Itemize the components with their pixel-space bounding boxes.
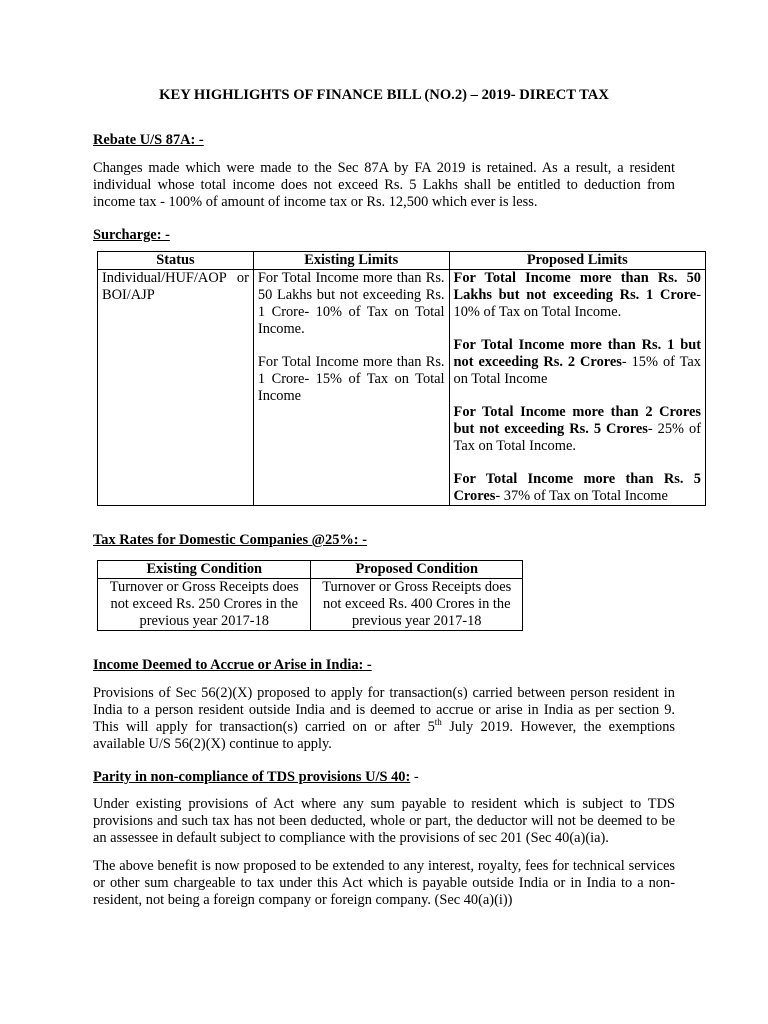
surcharge-table <box>97 251 706 506</box>
existing-limit-item: For Total Income more than Rs. 1 Crore- 15% of Tax on Total Income <box>257 354 445 404</box>
surcharge-heading: Surcharge: - <box>93 227 170 243</box>
existing-limit-item: For Total Income more than Rs. 50 Lakhs but not exceeding Rs. 1 Crore- 10% of Tax on Total Income. <box>257 270 445 337</box>
deemed-income-heading: Income Deemed to Accrue or Arise in India: - <box>93 657 372 673</box>
proposed-limits-cell <box>449 270 705 506</box>
tax-rates-header-row <box>98 561 523 579</box>
parity-paragraph-2: The above benefit is now proposed to be extended to any interest, royalty, fees for technical services or other sum chargeable to tax under this Act which is payable outside India or in India to a non-resident, not being a foreign company or foreign company. (Sec 40(a)(i)) <box>93 858 675 908</box>
tax-rates-row <box>98 579 523 631</box>
parity-heading: Parity in non-compliance of TDS provisions U/S 40: - <box>93 769 419 785</box>
parity-paragraph-1: Under existing provisions of Act where any sum payable to resident which is subject to TDS provisions and such tax has not been deducted, whole or part, the deductor will not be deemed to be an assessee in default subject to compliance with the provisions of sec 201 (Sec 40(a)(ia). <box>93 796 675 846</box>
deemed-income-paragraph: Provisions of Sec 56(2)(X) proposed to apply for transaction(s) carried between person resident in India to a person resident outside India and is deemed to accrue or arise in India as per section 9. This will apply for transaction(s) carried on or after 5th July 2019. However, the exemptions available U/S 56(2)(X) continue to apply. <box>93 685 676 752</box>
proposed-limit-item: For Total Income more than Rs. 5 Crores- 37% of Tax on Total Income <box>453 471 701 504</box>
rebate-heading: Rebate U/S 87A: - <box>93 132 204 148</box>
existing-limits-header: Existing Limits <box>253 252 449 270</box>
status-cell: Individual/HUF/AOP or BOI/AJP <box>98 270 254 506</box>
proposed-limit-item: For Total Income more than 2 Crores but not exceeding Rs. 5 Crores- 25% of Tax on Total Income. <box>453 404 702 454</box>
proposed-condition-cell: Turnover or Gross Receipts does not exceed Rs. 400 Crores in the previous year 2017-18 <box>311 579 523 631</box>
document-title: KEY HIGHLIGHTS OF FINANCE BILL (NO.2) – 2019- DIRECT TAX <box>159 87 609 103</box>
existing-condition-header: Existing Condition <box>98 561 311 579</box>
surcharge-row <box>98 270 706 506</box>
existing-condition-cell: Turnover or Gross Receipts does not exceed Rs. 250 Crores in the previous year 2017-18 <box>98 579 311 631</box>
surcharge-header-row <box>98 252 706 270</box>
rebate-paragraph: Changes made which were made to the Sec 87A by FA 2019 is retained. As a result, a resident individual whose total income does not exceed Rs. 5 Lakhs shall be entitled to deduction from income tax - 100% of amount of income tax or Rs. 12,500 which ever is less. <box>93 160 675 210</box>
proposed-limit-item: For Total Income more than Rs. 50 Lakhs but not exceeding Rs. 1 Crore- 10% of Tax on Total Income. <box>453 270 701 320</box>
existing-limits-cell <box>253 270 449 506</box>
tax-rates-heading: Tax Rates for Domestic Companies @25%: - <box>93 532 367 548</box>
proposed-condition-header: Proposed Condition <box>311 561 523 579</box>
status-header: Status <box>98 252 254 270</box>
tax-rates-table <box>97 560 523 631</box>
proposed-limits-header: Proposed Limits <box>449 252 705 270</box>
proposed-limit-item: For Total Income more than Rs. 1 but not exceeding Rs. 2 Crores- 15% of Tax on Total Income <box>453 337 701 387</box>
